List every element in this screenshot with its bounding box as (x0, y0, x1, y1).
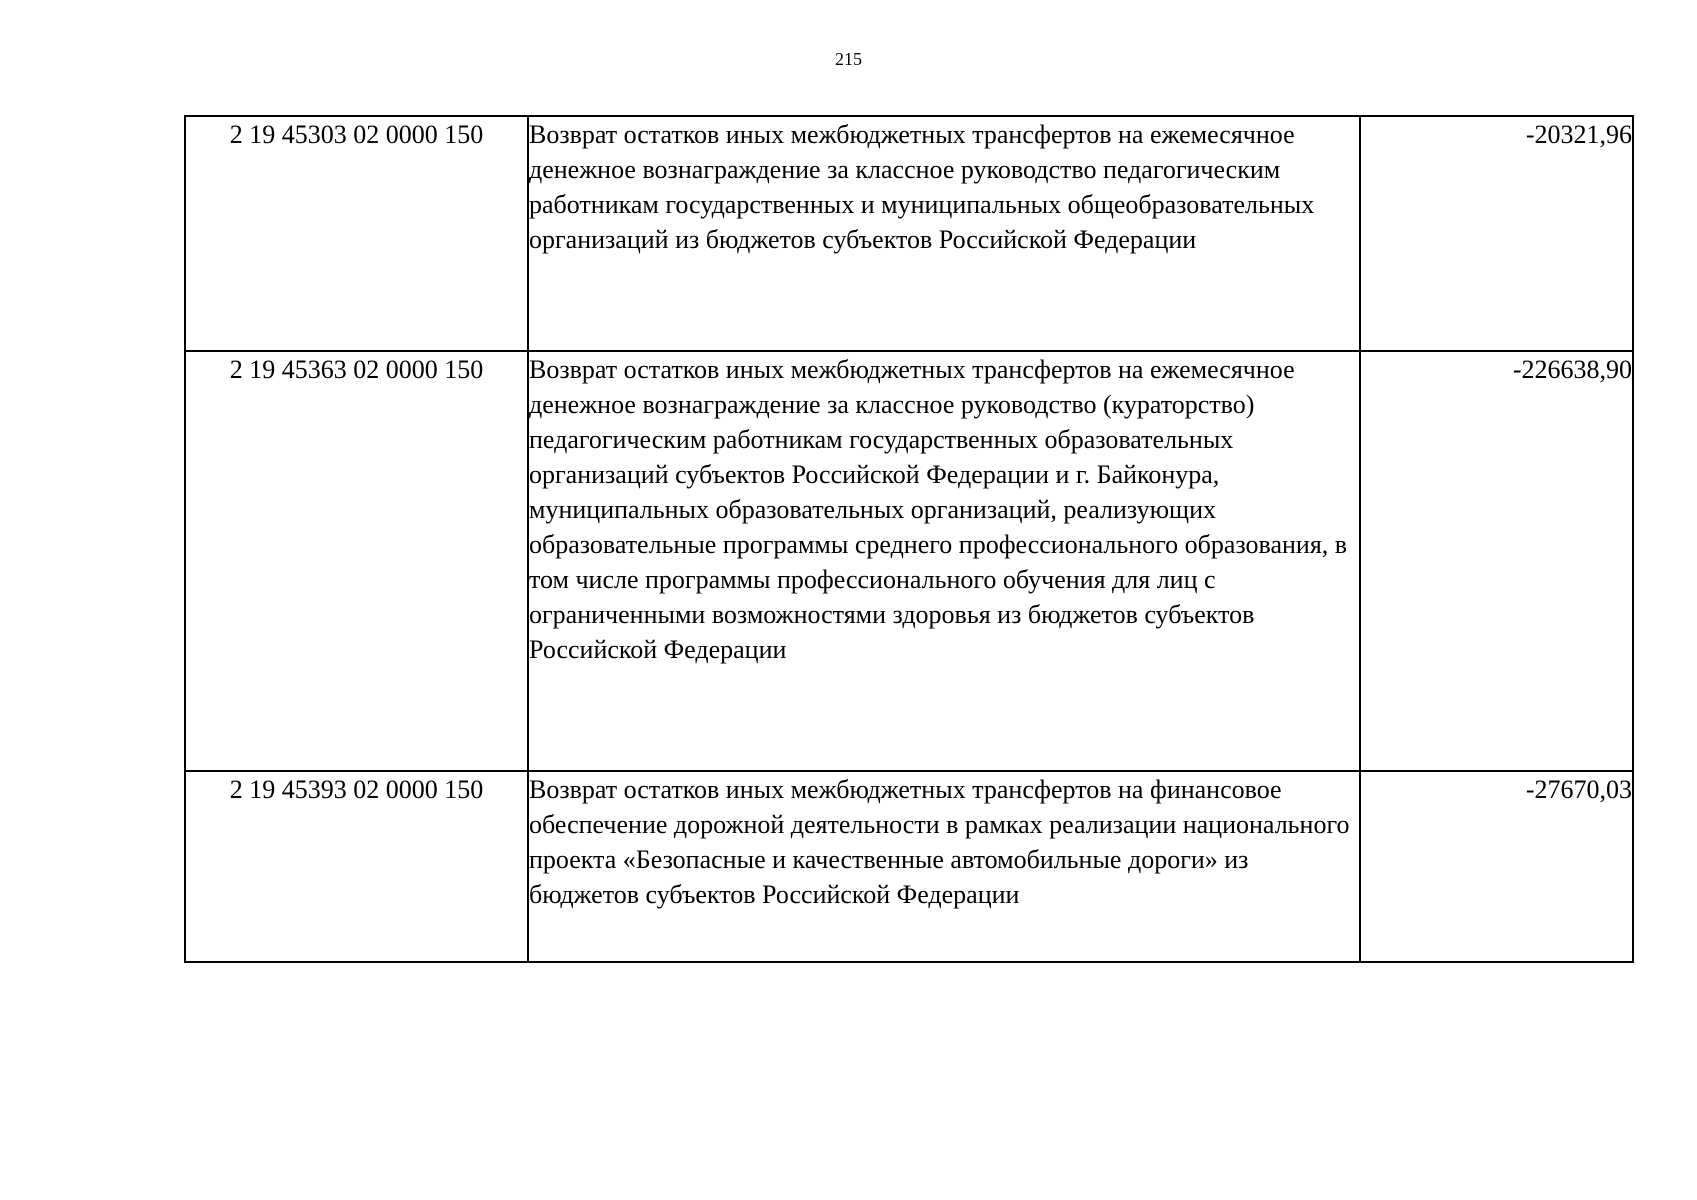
amount-cell: -20321,96 (1360, 116, 1633, 351)
budget-table (184, 115, 1634, 963)
table-row (185, 351, 1633, 771)
description-cell: Возврат остатков иных межбюджетных трансфертов на ежемесячное денежное вознаграждение за классное руководство педагогическим работникам государственных и муниципальных общеобразовательных организаций из бюджетов субъектов Российской Федерации (528, 116, 1360, 351)
page-number: 215 (835, 49, 862, 69)
amount-cell: -27670,03 (1360, 771, 1633, 962)
budget-code-cell: 2 19 45303 02 0000 150 (185, 116, 528, 351)
description-cell: Возврат остатков иных межбюджетных трансфертов на ежемесячное денежное вознаграждение за классное руководство (кураторство) педагогическим работникам государственных образовательных организаций субъектов Российской Федерации и г. Байконура, муниципальных образовательных организаций, реализующих образовательные программы среднего профессионального образования, в том числе программы профессионального обучения для лиц с ограниченными возможностями здоровья из бюджетов субъектов Российской Федерации (528, 351, 1360, 771)
table-row (185, 771, 1633, 962)
budget-code-cell: 2 19 45363 02 0000 150 (185, 351, 528, 771)
amount-cell: -226638,90 (1360, 351, 1633, 771)
budget-code-cell: 2 19 45393 02 0000 150 (185, 771, 528, 962)
table-row (185, 116, 1633, 351)
description-cell: Возврат остатков иных межбюджетных трансфертов на финансовое обеспечение дорожной деятельности в рамках реализации национального проекта «Безопасные и качественные автомобильные дороги» из бюджетов субъектов Российской Федерации (528, 771, 1360, 962)
